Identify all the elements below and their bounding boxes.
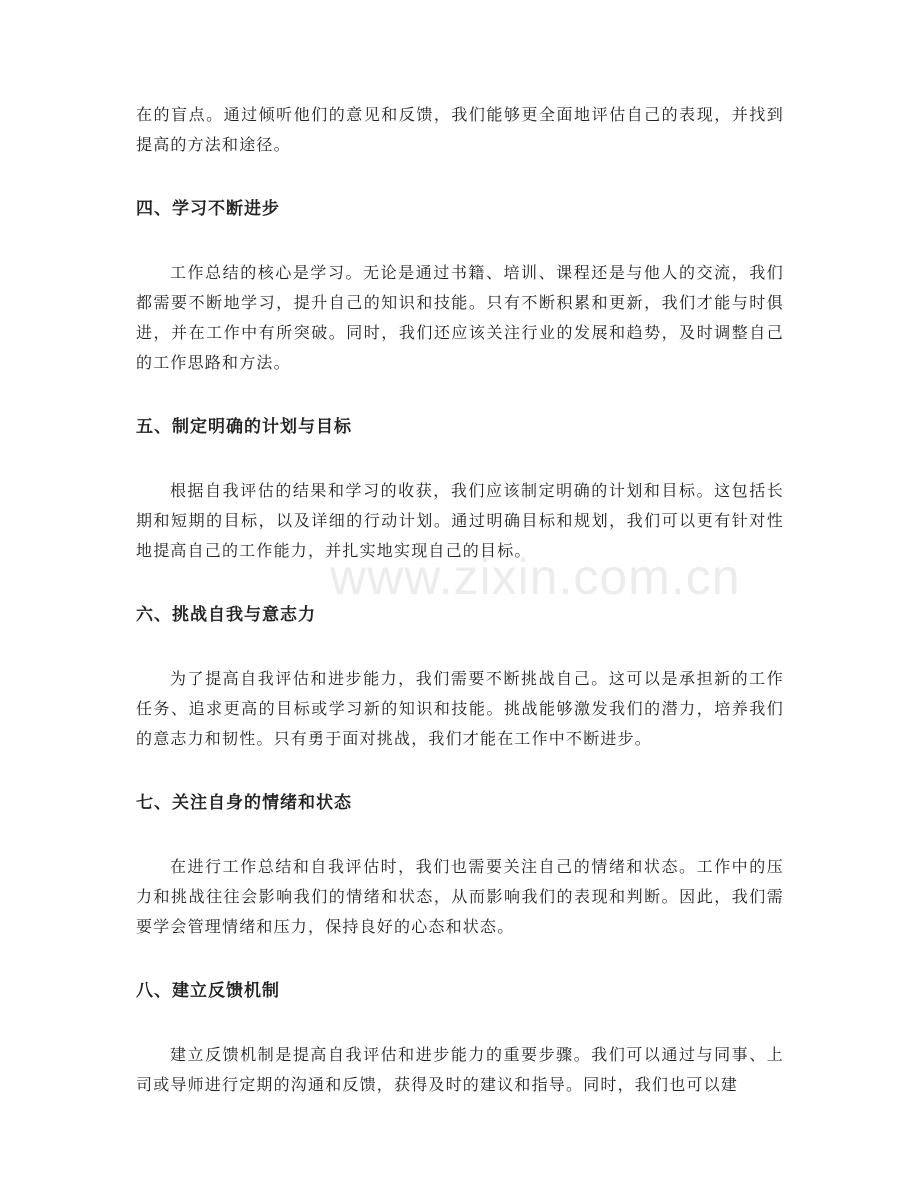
section-heading-8: 八、建立反馈机制 xyxy=(136,981,280,1001)
section-heading-4: 四、学习不断进步 xyxy=(136,199,280,219)
section-body-6: 为了提高自我评估和进步能力，我们需要不断挑战自己。这可以是承担新的工作任务、追求更高的目标或学习新的知识和技能。挑战能够激发我们的潜力，培养我们的意志力和韧性。只有勇于面对挑战，我们才能在工作中不断进步。 xyxy=(136,669,784,748)
watermark: www.zixin.com.cn xyxy=(330,549,741,605)
section-body-7: 在进行工作总结和自我评估时，我们也需要关注自己的情绪和状态。工作中的压力和挑战往往会影响我们的情绪和状态，从而影响我们的表现和判断。因此，我们需要学会管理情绪和压力，保持良好的心态和状态。 xyxy=(136,857,784,936)
section-body-8: 建立反馈机制是提高自我评估和进步能力的重要步骤。我们可以通过与同事、上司或导师进行定期的沟通和反馈，获得及时的建议和指导。同时，我们也可以建 xyxy=(136,1045,784,1094)
section-heading-7: 七、关注自身的情绪和状态 xyxy=(136,793,352,813)
section-heading-5: 五、制定明确的计划与目标 xyxy=(136,417,352,437)
section-heading-6: 六、挑战自我与意志力 xyxy=(136,605,316,625)
section-body-5: 根据自我评估的结果和学习的收获，我们应该制定明确的计划和目标。这包括长期和短期的目标，以及详细的行动计划。通过明确目标和规划，我们可以更有针对性地提高自己的工作能力，并扎实地实现自己的目标。 xyxy=(136,481,784,560)
section-body-4: 工作总结的核心是学习。无论是通过书籍、培训、课程还是与他人的交流，我们都需要不断地学习，提升自己的知识和技能。只有不断积累和更新，我们才能与时俱进，并在工作中有所突破。同时，我们还应该关注行业的发展和趋势，及时调整自己的工作思路和方法。 xyxy=(136,263,784,372)
intro-paragraph: 在的盲点。通过倾听他们的意见和反馈，我们能够更全面地评估自己的表现，并找到提高的方法和途径。 xyxy=(136,105,784,154)
document-body xyxy=(136,100,784,1100)
